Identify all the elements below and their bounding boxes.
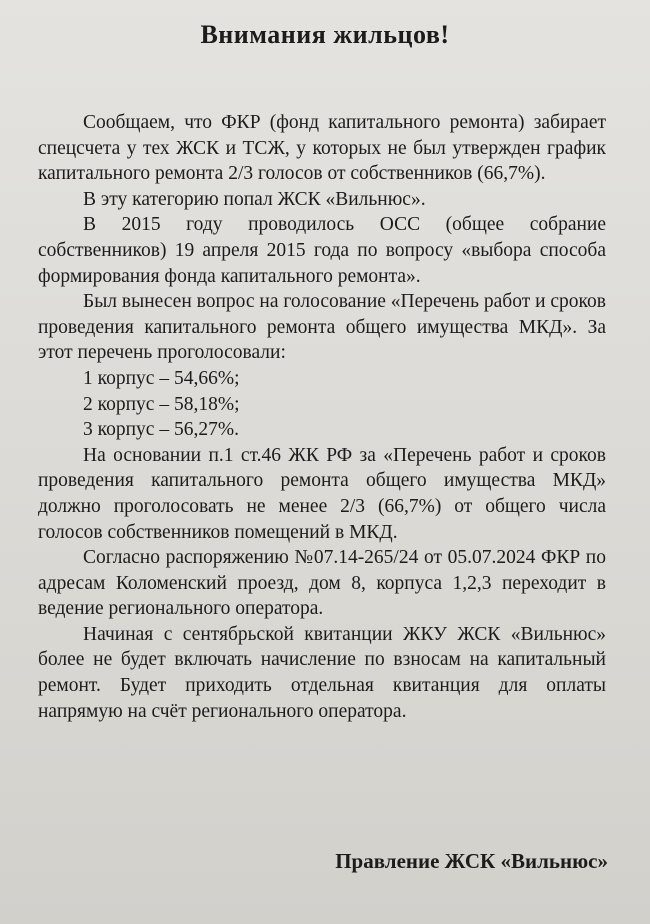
- vote-result-building-2: 2 корпус – 58,18%;: [83, 393, 240, 415]
- paragraph-order: Согласно распоряжению №07.14-265/24 от 05.07.2024 ФКР по адресам Коломенский проезд, дом 8, корпуса 1,2,3 переходит в ведение регионального оператора.: [38, 547, 606, 620]
- paragraph-category: В эту категорию попал ЖСК «Вильнюс».: [83, 188, 426, 210]
- signature: Правление ЖСК «Вильнюс»: [335, 849, 608, 873]
- notice-title: Внимания жильцов!: [200, 20, 450, 49]
- vote-result-building-3: 3 корпус – 56,27%.: [83, 419, 239, 441]
- paragraph-receipts: Начиная с сентябрьской квитанции ЖКУ ЖСК «Вильнюс» более не будет включать начисление по взносам на капитальный ремонт. Будет приходить отдельная квитанция для оплаты напрямую на счёт регионального оператора.: [38, 623, 606, 722]
- notice-body: [38, 110, 606, 724]
- vote-result-building-1: 1 корпус – 54,66%;: [83, 367, 240, 389]
- paragraph-fkr-accounts: Сообщаем, что ФКР (фонд капитального ремонта) забирает спецсчета у тех ЖСК и ТСЖ, у которых не был утвержден график капитального ремонта 2/3 голосов от собственников (66,7%).: [38, 112, 606, 185]
- paragraph-legal-basis: На основании п.1 ст.46 ЖК РФ за «Перечень работ и сроков проведения капитального ремонта общего имущества МКД» должно проголосовать не менее 2/3 (66,7%) от общего числа голосов собственников помещений в МКД.: [38, 444, 606, 543]
- paragraph-vote-question: Был вынесен вопрос на голосование «Перечень работ и сроков проведения капитального ремонта общего имущества МКД». За этот перечень проголосовали:: [38, 291, 606, 364]
- paragraph-oss-2015: В 2015 году проводилось ОСС (общее собрание собственников) 19 апреля 2015 года по вопросу «выбора способа формирования фонда капитального ремонта».: [38, 214, 606, 287]
